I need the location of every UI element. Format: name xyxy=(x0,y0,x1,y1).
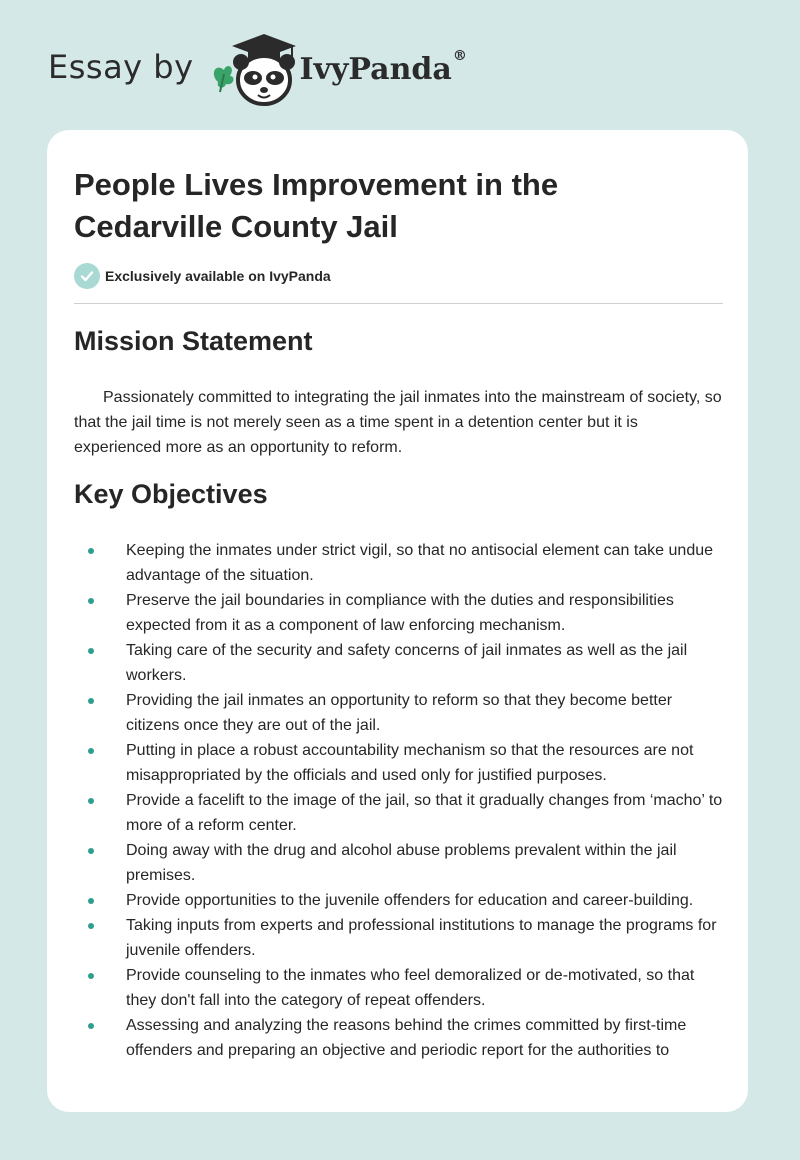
list-item xyxy=(74,588,724,638)
site-header xyxy=(48,30,548,110)
list-item xyxy=(74,738,724,788)
mission-paragraph: Passionately committed to integrating the jail inmates into the mainstream of society, so that the jail time is not merely seen as a time spent in a detention center but it is experienced more as an opportunity to reform. xyxy=(74,389,722,456)
page-title: People Lives Improvement in the Cedarville County Jail xyxy=(74,167,559,244)
list-item xyxy=(74,1013,724,1063)
list-item-text: Providing the jail inmates an opportunity to reform so that they become better citizens once they are out of the jail. xyxy=(126,692,673,734)
list-item xyxy=(74,888,724,913)
essay-card xyxy=(47,130,748,1112)
list-item-text: Provide opportunities to the juvenile offenders for education and career-building. xyxy=(126,892,694,909)
list-item-text: Assessing and analyzing the reasons behind the crimes committed by first-time offenders and preparing an objective and periodic report for the authorities to xyxy=(126,1017,687,1059)
bullet-icon xyxy=(88,973,94,979)
list-item xyxy=(74,913,724,963)
bullet-icon xyxy=(88,923,94,929)
list-item xyxy=(74,963,724,1013)
list-item-text: Putting in place a robust accountability mechanism so that the resources are not misappropriated by the officials and used only for justified purposes. xyxy=(126,742,694,784)
panda-graduate-icon xyxy=(208,30,298,110)
list-item-text: Keeping the inmates under strict vigil, so that no antisocial element can take undue advantage of the situation. xyxy=(126,542,714,584)
essay-by-label: Essay by xyxy=(48,48,194,86)
divider xyxy=(74,303,723,304)
list-item-text: Provide counseling to the inmates who feel demoralized or de-motivated, so that they don't fall into the category of repeat offenders. xyxy=(126,967,695,1009)
bullet-icon xyxy=(88,748,94,754)
list-item-text: Preserve the jail boundaries in compliance with the duties and responsibilities expected from it as a component of law enforcing mechanism. xyxy=(126,592,674,634)
bullet-icon xyxy=(88,848,94,854)
bullet-icon xyxy=(88,798,94,804)
bullet-icon xyxy=(88,648,94,654)
list-item xyxy=(74,638,724,688)
bullet-icon xyxy=(88,548,94,554)
exclusive-label: Exclusively available on IvyPanda xyxy=(105,268,331,284)
list-item xyxy=(74,788,724,838)
check-icon xyxy=(74,263,100,289)
exclusive-badge xyxy=(74,263,331,289)
bullet-icon xyxy=(88,598,94,604)
bullet-icon xyxy=(88,1023,94,1029)
section-heading-mission: Mission Statement xyxy=(74,326,313,356)
brand-name[interactable]: IvyPanda® xyxy=(299,47,467,87)
list-item-text: Taking inputs from experts and professional institutions to manage the programs for juvenile offenders. xyxy=(126,917,717,959)
list-item-text: Provide a facelift to the image of the jail, so that it gradually changes from ‘macho’ to more of a reform center. xyxy=(126,792,723,834)
list-item xyxy=(74,538,724,588)
objectives-list xyxy=(74,538,724,1063)
bullet-icon xyxy=(88,698,94,704)
list-item-text: Doing away with the drug and alcohol abuse problems prevalent within the jail premises. xyxy=(126,842,677,884)
list-item-text: Taking care of the security and safety concerns of jail inmates as well as the jail workers. xyxy=(126,642,688,684)
list-item xyxy=(74,688,724,738)
list-item xyxy=(74,838,724,888)
section-heading-objectives: Key Objectives xyxy=(74,479,268,509)
bullet-icon xyxy=(88,898,94,904)
